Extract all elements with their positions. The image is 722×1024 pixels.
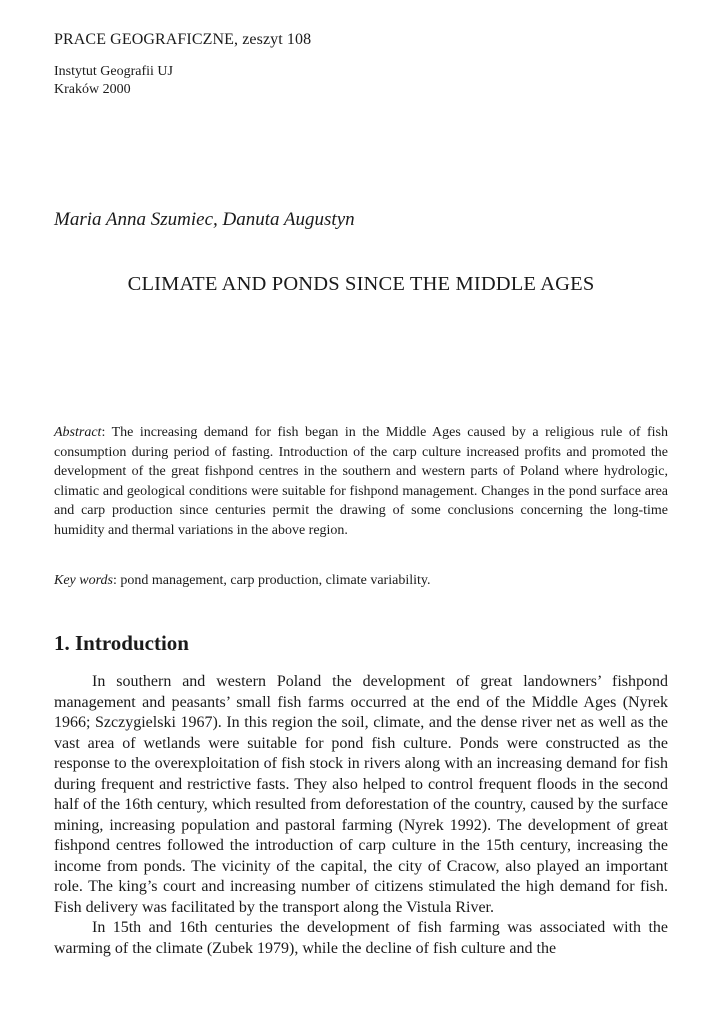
keywords-line (54, 573, 430, 589)
journal-series: PRACE GEOGRAFICZNE, zeszyt 108 (54, 31, 312, 48)
abstract-paragraph (54, 423, 668, 540)
body-paragraph: In southern and western Poland the development of great landowners’ fishpond management and peasants’ small fish farms occurred at the end of the Middle Ages (Nyrek 1966; Szczygielski 1967). In this region the soil, climate, and the dense river net as well as the vast area of wetlands were suitable for pond fish culture. Ponds were constructed as the response to the overexploitation of fish stock in rivers along with an increasing demand for fish during frequent and restrictive fasts. They also helped to control frequent floods in the second half of the 16th century, which resulted from deforestation of the country, caused by the surface mining, increasing population and pastoral farming (Nyrek 1992). The development of great fishpond centres followed the introduction of carp culture in the 15th century, increasing the income from ponds. The vicinity of the capital, the city of Cracow, also played an important role. The king’s court and increasing number of citizens stimulated the high demand for fish. Fish delivery was facilitated by the transport along the Vistula River. (54, 673, 668, 916)
article-authors: Maria Anna Szumiec, Danuta Augustyn (54, 209, 355, 230)
abstract-text: : The increasing demand for fish began in the Middle Ages caused by a religious rule of fish consumption during period of fasting. Introduction of the carp culture increased profits and promoted the development of the great fishpond centres in the southern and western parts of Poland where hydrologic, climatic and geological conditions were suitable for fishpond management. Changes in the pond surface area and carp production since centuries permit the drawing of some conclusions concerning the long-time humidity and thermal variations in the above region. (54, 425, 668, 538)
section-heading: 1. Introduction (54, 631, 189, 655)
keywords-label: Key words (54, 573, 113, 588)
institute-name: Instytut Geografii UJ (54, 64, 173, 79)
publisher-block (54, 63, 173, 99)
abstract-label: Abstract (54, 425, 102, 440)
body-paragraph: In 15th and 16th centuries the development of fish farming was associated with the warming of the climate (Zubek 1979), while the decline of fish culture and the (54, 919, 668, 957)
keywords-text: : pond management, carp production, climate variability. (112, 573, 431, 588)
section-body (54, 672, 668, 959)
place-year: Kraków 2000 (54, 82, 131, 97)
article-title: CLIMATE AND PONDS SINCE THE MIDDLE AGES (127, 273, 595, 295)
